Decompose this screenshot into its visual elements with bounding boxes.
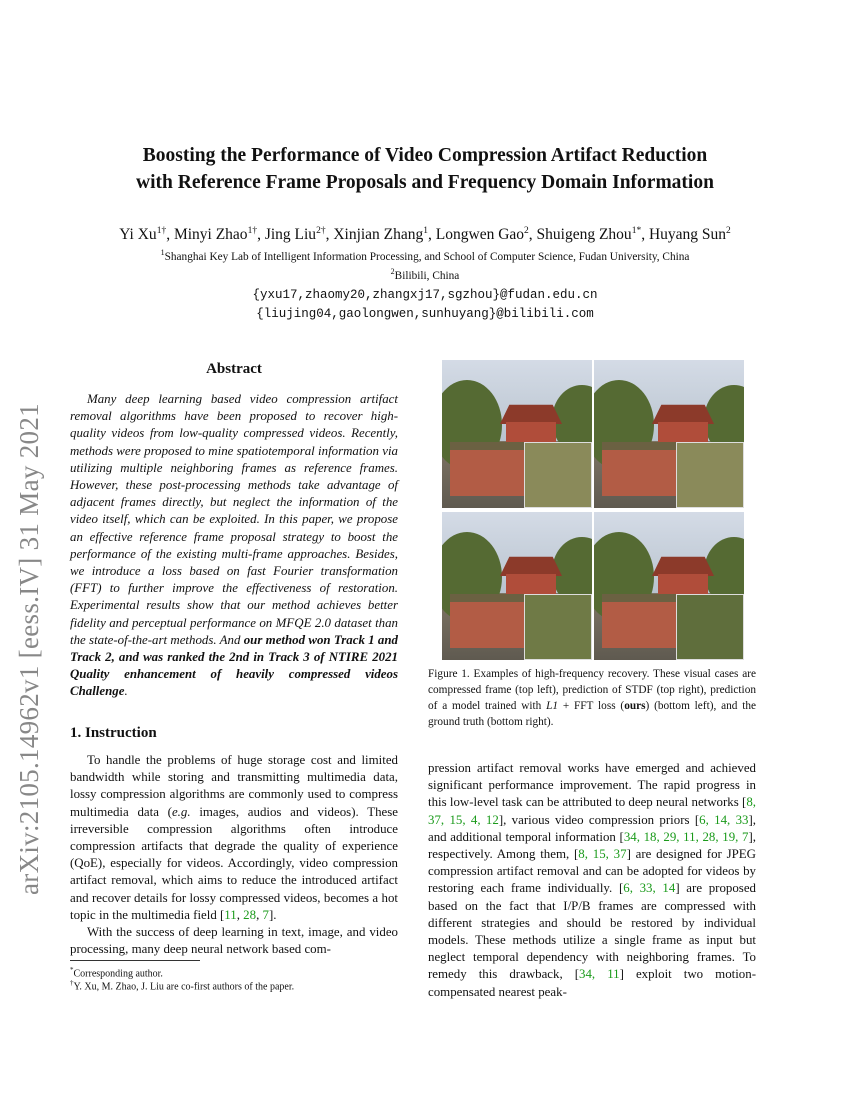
author-list bbox=[0, 226, 850, 244]
arxiv-identifier: arXiv:2105.14962v1 [eess.IV] 31 May 2021 bbox=[14, 403, 44, 895]
zoom-inset bbox=[676, 594, 744, 660]
figure-panel-ground-truth bbox=[594, 512, 744, 660]
footnote: †Y. Xu, M. Zhao, J. Liu are co-first authors of the paper. bbox=[70, 979, 295, 993]
author: Shuigeng Zhou$^{1*}$, bbox=[536, 226, 646, 244]
zoom-inset bbox=[676, 442, 744, 508]
citation-link[interactable]: 6, 14, 33 bbox=[699, 812, 749, 827]
author: Huyang Sun$^2$ bbox=[648, 226, 731, 244]
citation-link[interactable]: 34, 18, 29, 11, 28, 19, 7 bbox=[623, 829, 749, 844]
zoom-inset bbox=[524, 594, 592, 660]
footnote: *Corresponding author. bbox=[70, 966, 163, 980]
email-line: {liujing04,gaolongwen,sunhuyang}@bilibili.com bbox=[256, 307, 594, 321]
author: Jing Liu$^{2\dagger}$, bbox=[264, 226, 330, 244]
citation-link[interactable]: 8, 15, 37 bbox=[578, 847, 627, 862]
paragraph: pression artifact removal works have emerged and achieved significant performance improvement. The rapid progress in this low-level task can be attributed to deep neural networks [8, 37, 15, 4, 12], various video compression priors [6, 14, 33], and additional temporal information [34, 18, 29, 11, 28, 19, 7], respectively. Among them, [8, 15, 37] are designed for JPEG compression artifact removal and can be adopted for videos by restoring each frame individually. [6, 33, 14] are proposed based on the fact that I/P/B frames are compressed with different strategies and should be restored by individual models. These methods utilize a single frame as input but neglect temporal dependency with neighboring frames. To remedy this drawback, [34, 11] exploit two motion-compensated nearest peak- bbox=[428, 761, 757, 999]
figure-panel-stdf bbox=[594, 360, 744, 508]
section-1-body bbox=[70, 752, 398, 958]
section-1-heading: 1. Instruction bbox=[70, 725, 157, 741]
author: Xinjian Zhang$^1$, bbox=[333, 226, 432, 244]
footnote-rule bbox=[70, 960, 200, 961]
author: Longwen Gao$^2$, bbox=[435, 226, 533, 244]
figure-1-caption: Figure 1. Examples of high-frequency recovery. These visual cases are compressed frame (top left), prediction of STDF (top right), prediction of a model trained with L1 + FFT loss (ours) (bottom left), and the ground truth (bottom right). bbox=[428, 668, 756, 728]
author: Minyi Zhao$^{1\dagger}$, bbox=[173, 226, 261, 244]
citation-link[interactable]: 28 bbox=[243, 907, 257, 922]
citation-link[interactable]: 11 bbox=[224, 907, 237, 922]
paper-title-line-2: with Reference Frame Proposals and Frequency Domain Information bbox=[136, 172, 714, 193]
figure-1-image-grid bbox=[442, 360, 744, 660]
citation-link[interactable]: 6, 33, 14 bbox=[623, 881, 676, 896]
citation-link[interactable]: 8, 37, 15, 4, 12 bbox=[428, 795, 756, 827]
affiliation: $^2$Bilibili, China bbox=[390, 267, 460, 282]
abstract-heading: Abstract bbox=[206, 361, 262, 377]
paragraph: With the success of deep learning in text, image, and video processing, many deep neural network based com- bbox=[70, 925, 398, 957]
email-line: {yxu17,zhaomy20,zhangxj17,sgzhou}@fudan.edu.cn bbox=[252, 288, 598, 302]
affiliation: $^1$Shanghai Key Lab of Intelligent Information Processing, and School of Computer Science, Fudan University, China bbox=[160, 248, 690, 263]
citation-link[interactable]: 34, 11 bbox=[579, 967, 620, 982]
author: Yi $Xu^{1\dagger}$, bbox=[119, 226, 171, 244]
citation-link[interactable]: 7 bbox=[262, 907, 269, 922]
figure-panel-ours bbox=[442, 512, 592, 660]
column-2-body bbox=[428, 760, 756, 1001]
paper-title-line-1: Boosting the Performance of Video Compression Artifact Reduction bbox=[142, 145, 708, 166]
paragraph: To handle the problems of huge storage cost and limited bandwidth while storing and transmitting multimedia data, lossy compression algorithms are commonly used to compress multimedia data (e.g. images, audios and videos). These irreversible compression algorithms often introduce compression artifacts that degrade the quality of experience (QoE), especially for videos. Accordingly, video compression artifact removal, which aims to reduce the introduced artifact and recover details for lossy compressed videos, becomes a hot topic in the multimedia field [11, 28, 7]. bbox=[70, 753, 398, 922]
zoom-inset bbox=[524, 442, 592, 508]
abstract-body: Many deep learning based video compression artifact removal algorithms have been proposed to recover high-quality videos from low-quality compressed videos. Recently, methods were proposed to mine spatiotemporal information via utilizing multiple neighboring frames as reference frames. However, these post-processing methods take advantage of adjacent frames directly, but neglect the information of the video itself, which can be exploited. In this paper, we propose an effective reference frame proposal strategy to boost the performance of the existing multi-frame approaches. Besides, we introduce a loss based on fast Fourier transformation (FFT) to further improve the effectiveness of restoration. Experimental results show that our method achieves better fidelity and perceptual performance on MFQE 2.0 dataset than the state-of-the-art methods. And our method won Track 1 and Track 2, and was ranked the 2nd in Track 3 of NTIRE 2021 Quality enhancement of heavily compressed videos Challenge. bbox=[70, 392, 398, 699]
figure-panel-compressed bbox=[442, 360, 592, 508]
